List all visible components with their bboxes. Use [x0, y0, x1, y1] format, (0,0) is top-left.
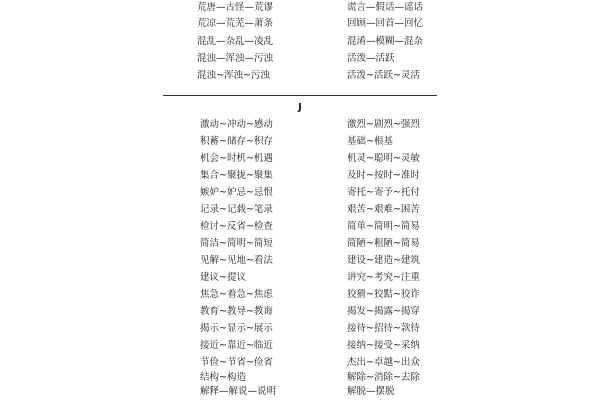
- word-group-right: 机灵~聪明~灵敏: [347, 153, 420, 164]
- word-row: [0, 185, 600, 201]
- word-group-right: 解除~消除~去除: [347, 372, 420, 383]
- word-group-left: 荒凉—荒芜—萧条: [197, 18, 274, 29]
- word-group-right: 接待~招待~款待: [347, 323, 420, 334]
- word-row: [0, 68, 600, 84]
- word-group-right: 讲究~考究~注重: [347, 272, 420, 283]
- word-group-right: 解脱—摆脱: [347, 386, 395, 397]
- word-row: [0, 202, 600, 218]
- word-row: [0, 236, 600, 252]
- word-group-left: 建议~提议: [200, 272, 246, 283]
- word-group-left: 记录~记载~笔录: [200, 204, 273, 215]
- word-row: [0, 355, 600, 371]
- word-group-right: 活泼—活跃: [347, 53, 395, 64]
- word-group-right: 接纳~接受~采纳: [347, 340, 420, 351]
- word-group-left: 积蓄~储存~积存: [200, 136, 273, 147]
- word-group-left: 接近~靠近~临近: [200, 340, 273, 351]
- word-group-left: 节俭~节省~俭省: [200, 357, 273, 368]
- word-group-right: 简陋~粗陋~简易: [347, 238, 420, 249]
- word-group-left: 教育~教导~教诲: [200, 306, 273, 317]
- word-group-left: 混浊—浑浊—污浊: [197, 53, 274, 64]
- word-group-left: 集合~聚拢~聚集: [200, 170, 273, 181]
- word-group-right: 狡猾~狡黠~狡诈: [347, 289, 420, 300]
- word-group-right: 激烈~剧烈~强烈: [347, 119, 420, 130]
- word-row: [0, 304, 600, 320]
- word-group-right: 艰苦~艰难~困苦: [347, 204, 420, 215]
- word-row: [0, 16, 600, 32]
- word-row: [0, 134, 600, 150]
- word-row: [0, 151, 600, 167]
- word-group-left: 检讨~反省~检查: [200, 221, 273, 232]
- word-group-right: 简单~简明~简易: [347, 221, 420, 232]
- word-group-right: 建设~建造~建筑: [347, 255, 420, 266]
- word-group-right: 及时~按时~准时: [347, 170, 420, 181]
- word-group-right: 混淆—模糊—混杂: [347, 36, 424, 47]
- section-divider: [163, 95, 437, 96]
- word-row: [0, 270, 600, 286]
- word-group-left: 荒唐—古怪—荒谬: [197, 2, 274, 13]
- word-group-left: 混浊~浑浊~污浊: [197, 70, 270, 81]
- word-row: [0, 321, 600, 337]
- word-row: [0, 219, 600, 235]
- word-row: [0, 51, 600, 67]
- word-group-left: 结构~构造: [200, 372, 246, 383]
- word-row: [0, 117, 600, 133]
- word-row: [0, 287, 600, 303]
- word-group-left: 焦急~着急~焦虑: [200, 289, 273, 300]
- section-letter: J: [298, 102, 302, 113]
- word-row: [0, 338, 600, 354]
- word-group-right: 揭发~揭露~揭穿: [347, 306, 420, 317]
- word-row: [0, 168, 600, 184]
- word-group-right: 寄托~寄予~托付: [347, 187, 420, 198]
- word-group-left: 解释—解说—说明: [200, 386, 277, 397]
- word-group-right: 回顾—回首—回忆: [347, 18, 424, 29]
- word-row: [0, 0, 600, 16]
- word-group-left: 激动~冲动~感动: [200, 119, 273, 130]
- word-group-left: 揭示~显示~展示: [200, 323, 273, 334]
- word-group-right: 谎言—假话—谣话: [347, 2, 424, 13]
- word-row: [0, 384, 600, 400]
- word-row: [0, 34, 600, 50]
- word-group-left: 混乱—杂乱—凌乱: [197, 36, 274, 47]
- word-group-left: 机会~时机~机遇: [200, 153, 273, 164]
- word-group-left: 嫉妒~妒忌~忌恨: [200, 187, 273, 198]
- word-group-right: 活泼~活跃~灵活: [347, 70, 420, 81]
- word-group-right: 基础~根基: [347, 136, 393, 147]
- word-row: [0, 253, 600, 269]
- word-group-right: 杰出~卓越~出众: [347, 357, 420, 368]
- word-group-left: 简洁~简明~简短: [200, 238, 273, 249]
- word-group-left: 见解~见地~看法: [200, 255, 273, 266]
